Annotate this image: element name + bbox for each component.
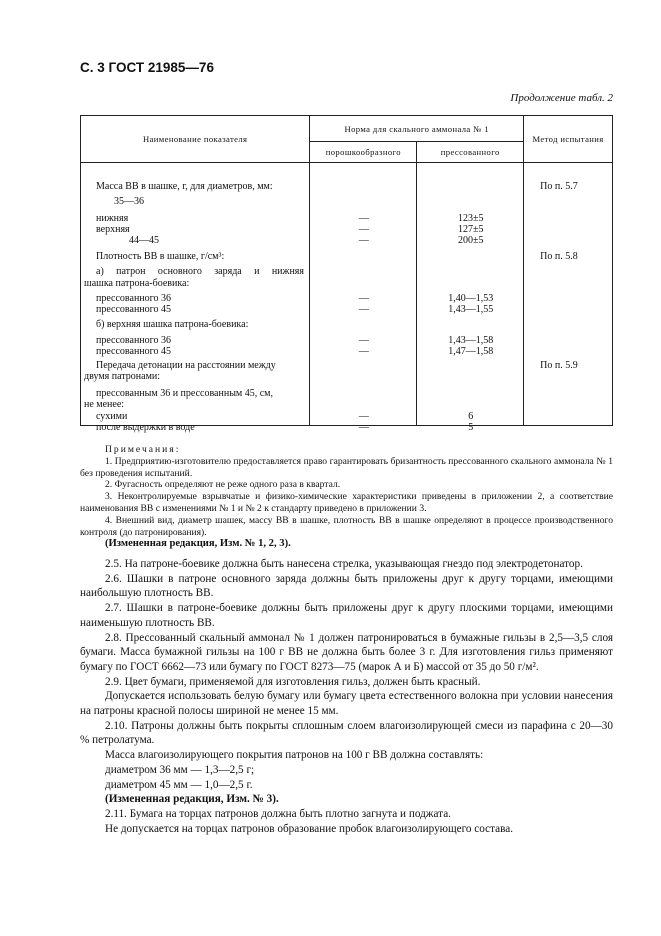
table-cell: 1,47—1,58 [448,346,494,357]
col-header-pressed: прессованного [417,142,524,163]
table-row-label: сухими [96,411,128,422]
table-row-label: 44—45 [129,235,159,246]
clause-2-9: 2.9. Цвет бумаги, применяемой для изготовления гильз, должен быть красный. [105,675,481,688]
note-2: 2. Фугасность определяют не реже одного раза в квартал. [105,479,341,491]
table-row-label: б) верхняя шашка патрона-боевика: [96,319,249,330]
table-cell: — [358,346,369,357]
clause-revision: (Измененная редакция, Изм. № 3). [105,793,279,806]
note-3: 3. Неконтролируемые взрывчатые и физико-химические характеристики приведены в приложении 2, а соответствие наименования ВВ с изменениями № 1 и № 2 к стандарту приведено в приложении 3. [80,491,613,514]
table-cell: 1,43—1,55 [448,304,494,315]
clause-2-6: 2.6. Шашки в патроне основного заряда должны быть приложены друг к другу торцами, имеющими наибольшую плотность ВВ. [80,572,613,600]
method-column [524,163,613,426]
table-row-label: прессованного 45 [96,304,171,315]
clause-2-5: 2.5. На патроне-боевике должна быть нанесена стрелка, указывающая гнездо под электродетонатор. [105,558,583,570]
table-row-label: прессованного 36 [96,335,171,346]
table-cell: — [358,304,369,315]
clause-2-11-note: Не допускается на торцах патронов образование пробок влагоизолирующего состава. [105,822,513,835]
table-cell: — [358,422,369,433]
table-row-label: двумя патронами: [84,371,161,382]
table-cell: — [358,411,369,422]
table-row-label: прессованным 36 и прессованным 45, см, [96,388,274,399]
notes-revision: (Измененная редакция, Изм. № 1, 2, 3). [105,538,291,550]
page-header: С. 3 ГОСТ 21985—76 [80,60,214,75]
note-1: 1. Предприятию-изготовителю предоставляется право гарантировать бризантность прессованного скального аммонала № 1 без проведения испытаний. [80,455,613,479]
note-4: 4. Внешний вид, диаметр шашек, массу ВВ в шашке, плотность ВВ в шашке определяют в процессе производственного контроля (до патронирования). [80,514,613,538]
table-cell: — [358,335,369,346]
table-row-label: прессованного 36 [96,293,171,304]
table-cell-method: По п. 5.8 [540,251,578,262]
clause-2-7: 2.7. Шашки в патроне-боевике должны быть приложены друг к другу плоскими торцами, имеющими наименьшую плотность ВВ. [80,602,613,629]
table-row-label: прессованного 45 [96,346,171,357]
table-cell: — [358,293,369,304]
table-cell: 5 [468,422,474,433]
table-row-label: шашка патрона-боевика: [84,278,190,289]
table-cell: — [358,224,369,235]
table-cell: — [358,235,369,246]
table-cell: 123±5 [458,213,484,224]
table-row-label: нижняя [96,213,129,224]
col-header-powder: порошкообразного [310,142,417,163]
table-row-label: 35—36 [114,196,144,207]
table-cell-method: По п. 5.9 [540,360,578,371]
table-continuation-label: Продолжение табл. 2 [510,92,613,104]
table-row-label: Плотность ВВ в шашке, г/см³: [96,251,225,262]
clause-2-11: 2.11. Бумага на торцах патронов должна быть плотно загнута и поджата. [105,807,451,820]
clause-2-8: 2.8. Прессованный скальный аммонал № 1 должен патронироваться в бумажные гильзы в 2,5—3,5 слоя бумаги. Масса бумажной гильзы на 100 г ВВ не должна быть более 3 г. Для изготовления гильз применяют бумагу по ГОСТ 6662—73 или бумагу по ГОСТ 8273—75 (марок А и Б) массой от 35 до 50 г/м². [80,631,613,673]
pressed-column [417,163,524,433]
table-row-label: Масса ВВ в шашке, г, для диаметров, мм: [96,181,273,192]
table-row-label: Передача детонации на расстоянии между [96,360,276,371]
clause-2-9-note: Допускается использовать белую бумагу или бумагу цвета естественного волокна при условии нанесения на патроны красной полосы шириной не менее 15 мм. [80,690,613,718]
table-notes [80,444,613,550]
table-cell: 6 [468,411,474,422]
specification-table [80,115,613,433]
clause-2-10-mass: Масса влагоизолирующего покрытия патронов на 100 г ВВ должна составлять: [105,749,484,762]
table-row-label: а) патрон основного заряда и нижняя [96,266,304,277]
table-row-label: после выдержки в воде [96,422,195,433]
clause-2-10-d45: диаметром 45 мм — 1,0—2,5 г. [105,778,253,791]
table-cell: 200±5 [458,235,484,246]
indicator-column [81,163,310,433]
table-row-label: верхняя [96,224,130,235]
col-header-indicator: Наименование показателя [81,116,310,163]
table-cell: 1,40—1,53 [448,293,494,304]
table-cell-method: По п. 5.7 [540,181,578,192]
col-header-method: Метод испытания [524,116,613,163]
powder-column [310,163,417,433]
notes-title: Примечания: [105,444,181,455]
table-cell: 127±5 [458,224,484,235]
table-cell: — [358,213,369,224]
main-text [80,557,613,836]
clause-2-10-d36: диаметром 36 мм — 1,3—2,5 г; [105,763,255,776]
table-row-label: не менее: [84,399,125,410]
table-cell: 1,43—1,58 [448,335,494,346]
clause-2-10: 2.10. Патроны должны быть покрыты сплошным слоем влагоизолирующей смеси из парафина с 20—30 % петролатума. [80,719,613,747]
col-header-norm: Норма для скального аммонала № 1 [310,116,524,142]
